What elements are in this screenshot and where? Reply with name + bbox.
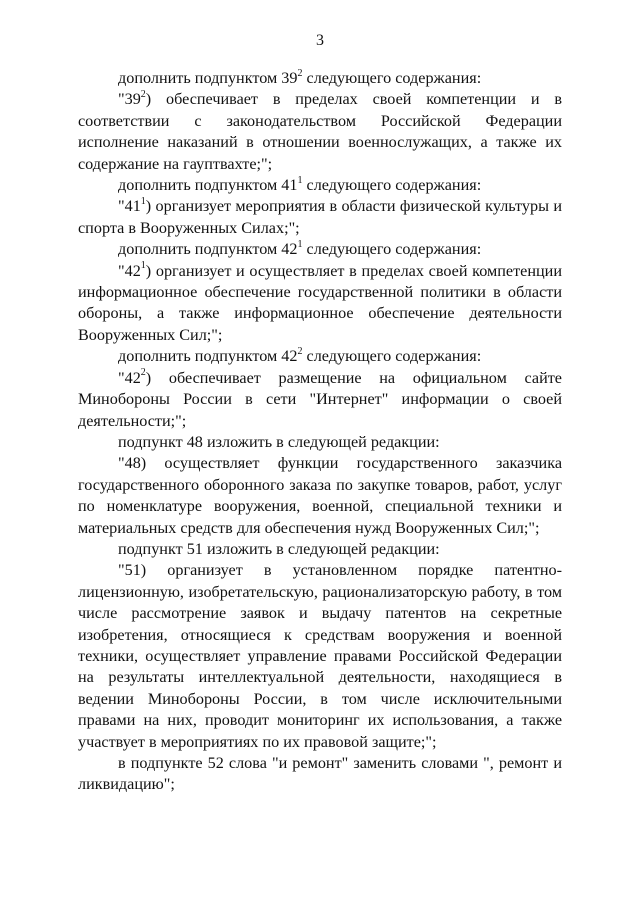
paragraph-4: "$41^1$) организует мероприятия в области физической культуры и спорта в Вооруженных Силах;"; — [78, 196, 562, 237]
paragraph-1: дополнить подпунктом $39^2$ следующего содержания: — [118, 67, 482, 87]
paragraph-2: "$39^2$) обеспечивает в пределах своей компетенции и в соответствии с законодательством Российской Федерации исполнение наказаний в отношении военнослужащих, а также их содержание на гауптвахте;"; — [78, 89, 562, 173]
paragraph-10: "48) осуществляет функции государственного заказчика государственного оборонного заказа по закупке товаров, работ, услуг по номенклатуре вооружения, военной, специальной техники и материальных средств для обеспечения нужд Вооруженных Сил;"; — [78, 454, 562, 537]
paragraph-5: дополнить подпунктом $42^1$ следующего содержания: — [118, 238, 482, 259]
document-body — [78, 68, 562, 796]
paragraph-9: подпункт 48 изложить в следующей редакции: — [118, 432, 440, 451]
paragraph-12: "51) организует в установленном порядке патентно-лицензионную, изобретательскую, рационализаторскую работу, в том числе рассмотрение заявок и выдачу патентов на секретные изобретения, относящиеся к средствам вооружения и военной техники, осуществляет управление правами Российской Федерации на результаты интеллектуальной деятельности, находящиеся в ведении Минобороны России, в том числе исключительными правами на них, проводит мониторинг их использования, а также участвует в мероприятиях по их правовой защите;"; — [78, 561, 562, 751]
paragraph-6: "$42^1$) организует и осуществляет в пределах своей компетенции информационное обеспечение государственной политики в области обороны, а также информационное обеспечение деятельности Вооруженных Сил;"; — [78, 260, 562, 344]
paragraph-11: подпункт 51 изложить в следующей редакции: — [118, 539, 440, 558]
paragraph-7: дополнить подпунктом $42^2$ следующего содержания: — [118, 345, 482, 366]
paragraph-3: дополнить подпунктом $41^1$ следующего содержания: — [118, 174, 482, 195]
paragraph-8: "$42^2$) обеспечивает размещение на официальном сайте Минобороны России в сети "Интернет" информации о своей деятельности;"; — [78, 367, 562, 430]
paragraph-13: в подпункте 52 слова "и ремонт" заменить словами ", ремонт и ликвидацию"; — [78, 754, 562, 794]
page-number: 3 — [316, 32, 324, 49]
